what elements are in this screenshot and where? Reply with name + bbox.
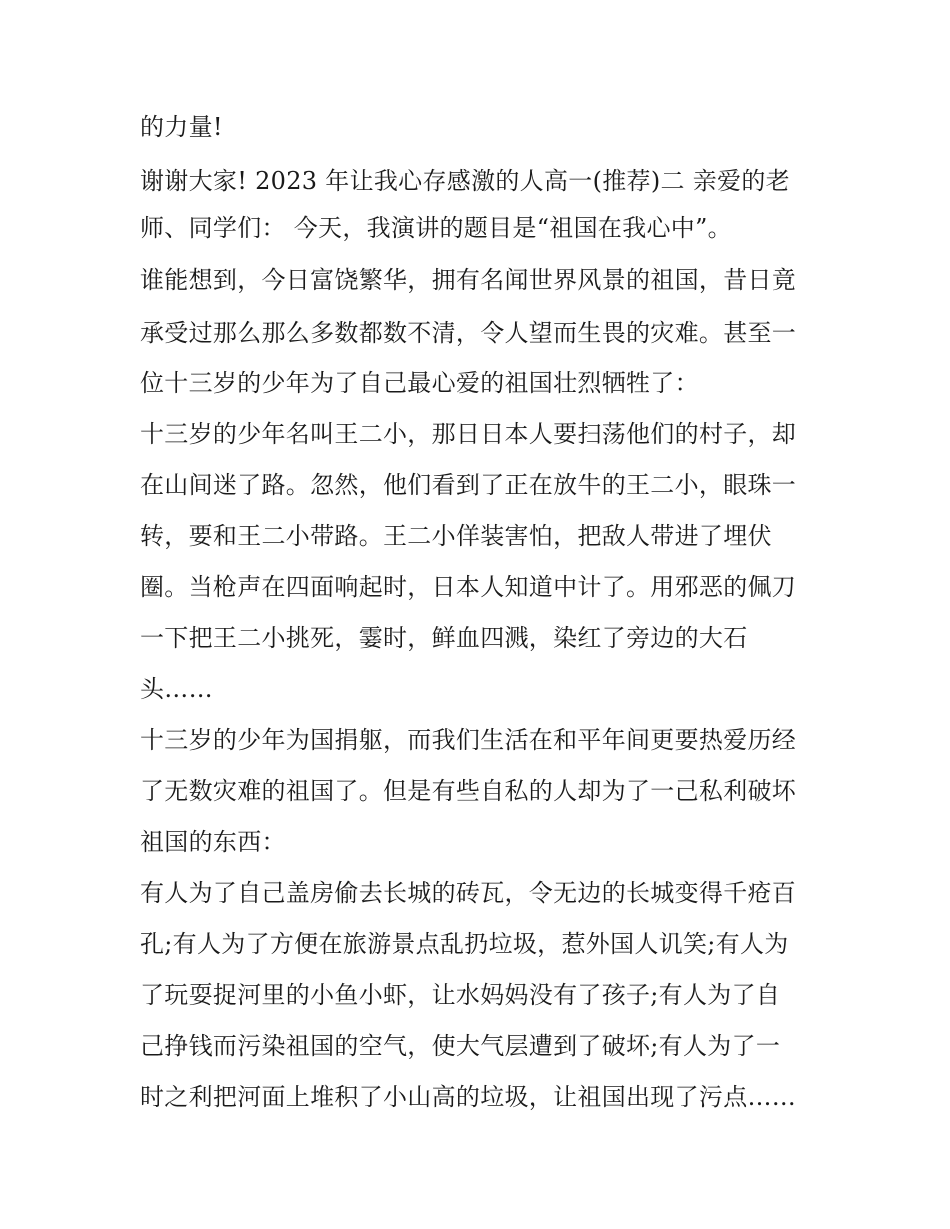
- text-line: 的力量!: [140, 113, 223, 141]
- text-line: 师、同学们： 今天，我演讲的题目是“祖国在我心中”。: [140, 214, 732, 242]
- text-line: 谢谢大家! 2023 年让我心存感激的人高一(推荐)二 亲爱的老: [140, 167, 790, 195]
- text-line: 承受过那么那么多数都数不清，令人望而生畏的灾难。甚至一: [140, 319, 797, 347]
- text-line: 在山间迷了路。忽然，他们看到了正在放牛的王二小，眼珠一: [140, 471, 797, 499]
- text-line: 位十三岁的少年为了自己最心爱的祖国壮烈牺牲了：: [140, 369, 699, 397]
- text-line: 己挣钱而污染祖国的空气，使大气层遭到了破坏;有人为了一: [140, 1032, 781, 1060]
- text-line: 转，要和王二小带路。王二小佯装害怕，把敌人带进了埋伏: [140, 522, 772, 550]
- text-line: 头……: [140, 675, 213, 703]
- text-line: 十三岁的少年名叫王二小，那日日本人要扫荡他们的村子，却: [140, 420, 797, 448]
- text-line: 了无数灾难的祖国了。但是有些自私的人却为了一己私利破坏: [140, 777, 797, 805]
- text-line: 时之利把河面上堆积了小山高的垃圾，让祖国出现了污点……: [140, 1083, 797, 1111]
- text-line: 十三岁的少年为国捐躯，而我们生活在和平年间更要热爱历经: [140, 726, 797, 754]
- text-line: 孔;有人为了方便在旅游景点乱扔垃圾，惹外国人讥笑;有人为: [140, 930, 789, 958]
- text-line: 一下把王二小挑死，霎时，鲜血四溅，染红了旁边的大石: [140, 624, 748, 652]
- text-line: 圈。当枪声在四面响起时，日本人知道中计了。用邪恶的佩刀: [140, 573, 797, 601]
- text-line: 祖国的东西：: [140, 828, 286, 856]
- text-line: 了玩耍捉河里的小鱼小虾，让水妈妈没有了孩子;有人为了自: [140, 981, 781, 1009]
- text-line: 谁能想到，今日富饶繁华，拥有名闻世界风景的祖国，昔日竟: [140, 266, 797, 294]
- text-line: 有人为了自己盖房偷去长城的砖瓦，令无边的长城变得千疮百: [140, 879, 797, 907]
